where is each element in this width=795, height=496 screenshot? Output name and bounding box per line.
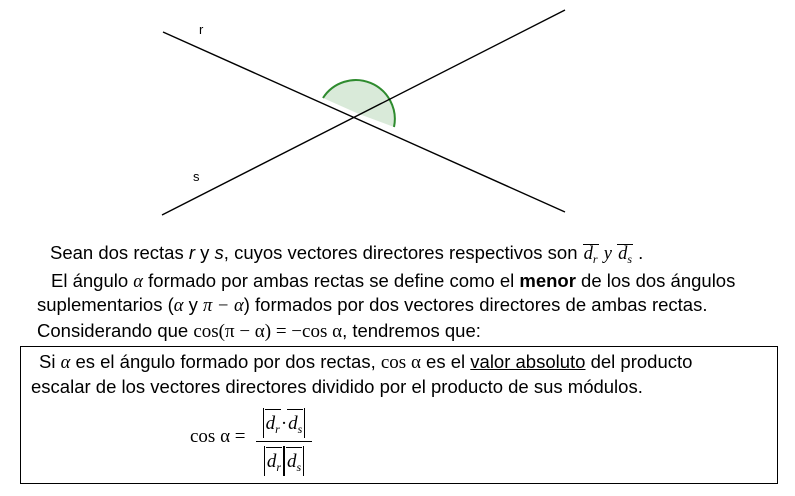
p4-text-a: Considerando que	[37, 320, 194, 341]
p2-text-c: de los dos ángulos	[575, 270, 736, 291]
fraction-bar	[256, 441, 312, 442]
formula-lhs: cos α =	[190, 426, 246, 447]
box-line-2	[31, 376, 643, 398]
box-alpha: α	[60, 353, 71, 373]
lines-figure	[0, 0, 795, 230]
p3-y: y	[188, 294, 198, 315]
box-cos-alpha: cos α	[380, 352, 421, 373]
paragraph-2	[51, 270, 735, 293]
vector-d-s: $d_s$	[617, 243, 633, 270]
num-vector-d-r: $d_r$	[265, 408, 281, 445]
p3-text-b: ) formados por dos vectores directores de ambas rectas.	[243, 294, 708, 315]
den-vector-d-r: $d_r$	[266, 446, 282, 483]
p2-text-a: El ángulo	[51, 270, 134, 291]
p3-pi-minus-alpha: π − α	[203, 296, 244, 316]
label-r: r	[199, 22, 204, 37]
p1-end: .	[638, 242, 644, 263]
p1-s: s	[214, 242, 224, 263]
p1-r: r	[188, 242, 196, 263]
paragraph-1	[50, 242, 643, 270]
paragraph-4	[37, 320, 481, 343]
p2-text-b: formado por ambas rectas se define como el	[143, 270, 520, 291]
vector-d-r: $d_r$	[583, 243, 599, 270]
box-line-2-text: escalar de los vectores directores dividido por el producto de sus módulos.	[31, 376, 643, 397]
cos-formula	[190, 404, 330, 482]
box-text-b: es el ángulo formado por dos rectas,	[70, 351, 381, 372]
den-abs-s	[284, 446, 304, 476]
box-text-d: del producto	[585, 351, 693, 372]
den-abs-r	[264, 446, 284, 476]
box-line-1	[39, 351, 692, 374]
formula-denominator	[256, 446, 312, 476]
p1-y2: y	[603, 244, 612, 264]
p2-alpha: α	[133, 272, 144, 292]
p3-alpha: α	[173, 296, 184, 316]
num-vector-d-s: $d_s$	[287, 408, 303, 445]
box-valor-absoluto: valor absoluto	[470, 351, 586, 372]
paragraph-3	[37, 294, 707, 317]
p4-text-b: , tendremos que:	[342, 320, 481, 341]
box-text-a: Si	[39, 351, 61, 372]
p3-text-a: suplementarios (	[37, 294, 174, 315]
label-s: s	[193, 169, 200, 184]
p1-text-a: Sean dos rectas	[50, 242, 189, 263]
line-r	[163, 32, 565, 212]
den-vector-d-s: $d_s$	[286, 446, 302, 483]
p1-y: y	[195, 242, 215, 263]
p1-text-b: , cuyos vectores directores respectivos son	[223, 242, 583, 263]
p2-menor: menor	[519, 270, 576, 291]
formula-numerator	[256, 408, 312, 438]
box-text-c: es el	[420, 351, 471, 372]
numerator-abs: $d_r\cdot d_s$	[263, 408, 306, 438]
p4-formula: cos(π − α) = −cos α	[193, 321, 343, 342]
